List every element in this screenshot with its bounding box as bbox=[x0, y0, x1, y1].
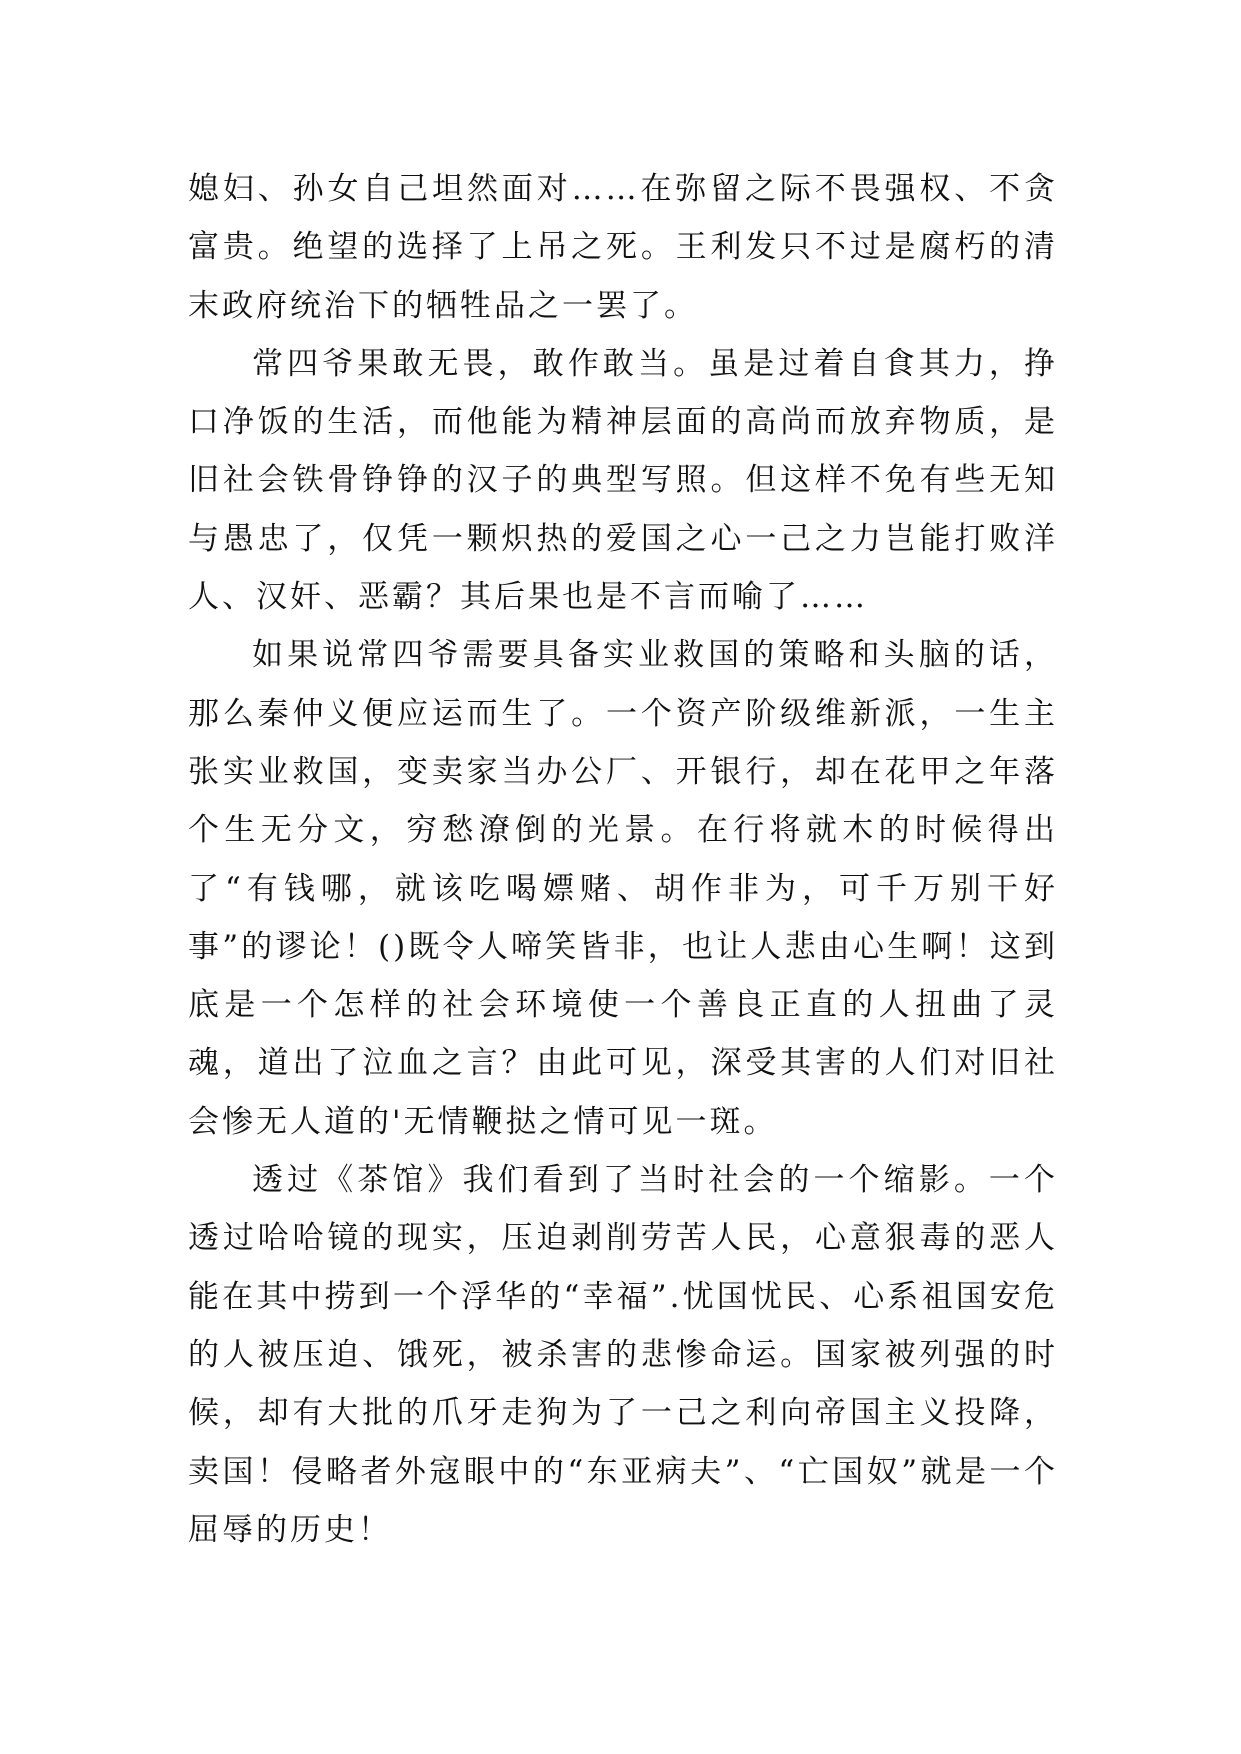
paragraph-3: 如果说常四爷需要具备实业救国的策略和头脑的话，那么秦仲义便应运而生了。一个资产阶级维新派，一生主张实业救国，变卖家当办公厂、开银行，却在花甲之年落个生无分文，穷愁潦倒的光景。在行将就木的时候得出了“有钱哪，就该吃喝嫖赌、胡作非为，可千万别干好事”的谬论！()既令人啼笑皆非，也让人悲由心生啊！这到底是一个怎样的社会环境使一个善良正直的人扭曲了灵魂，道出了泣血之言？由此可见，深受其害的人们对旧社会惨无人道的'无情鞭挞之情可见一斑。 bbox=[188, 637, 1058, 1140]
document-body bbox=[188, 160, 1058, 1559]
paragraph-2: 常四爷果敢无畏，敢作敢当。虽是过着自食其力，挣口净饭的生活，而他能为精神层面的高尚而放弃物质，是旧社会铁骨铮铮的汉子的典型写照。但这样不免有些无知与愚忠了，仅凭一颗炽热的爱国之心一己之力岂能打败洋人、汉奸、恶霸？其后果也是不言而喻了…… bbox=[188, 345, 1058, 616]
paragraph-4: 透过《茶馆》我们看到了当时社会的一个缩影。一个透过哈哈镜的现实，压迫剥削劳苦人民，心意狠毒的恶人能在其中捞到一个浮华的“幸福”.忧国忧民、心系祖国安危的人被压迫、饿死，被杀害的悲惨命运。国家被列强的时候，却有大批的爪牙走狗为了一己之利向帝国主义投降，卖国！侵略者外寇眼中的“东亚病夫”、“亡国奴”就是一个屈辱的历史！ bbox=[188, 1162, 1058, 1548]
paragraph-1: 媳妇、孙女自己坦然面对……在弥留之际不畏强权、不贪富贵。绝望的选择了上吊之死。王利发只不过是腐朽的清末政府统治下的牺牲品之一罢了。 bbox=[188, 171, 1058, 324]
